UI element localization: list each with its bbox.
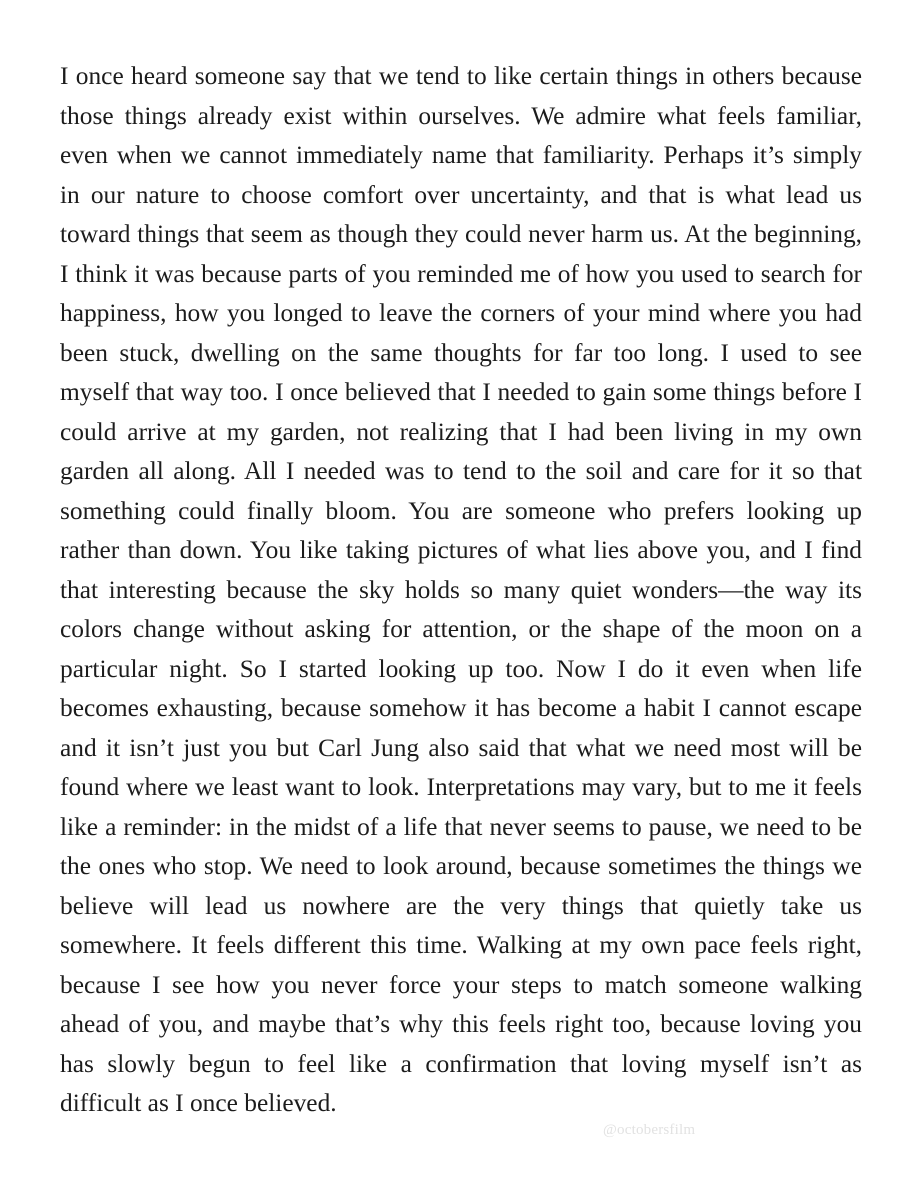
body-paragraph: I once heard someone say that we tend to like certain things in others because those things already exist within ourselves. We admire what feels familiar, even when we cannot immediately name that familiarity. Perhaps it’s simply in our nature to choose comfort over uncertainty, and that is what lead us toward things that seem as though they could never harm us. At the beginning, I think it was because parts of you reminded me of how you used to search for happiness, how you longed to leave the corners of your mind where you had been stuck, dwelling on the same thoughts for far too long. I used to see myself that way too. I once believed that I needed to gain some things before I could arrive at my garden, not realizing that I had been living in my own garden all along. All I needed was to tend to the soil and care for it so that something could finally bloom. You are someone who prefers looking up rather than down. You like taking pictures of what lies above you, and I find that interesting because the sky holds so many quiet wonders—the way its colors change without asking for attention, or the shape of the moon on a particular night. So I started looking up too. Now I do it even when life becomes exhausting, because somehow it has become a habit I cannot escape and it isn’t just you but Carl Jung also said that what we need most will be found where we least want to look. Interpretations may vary, but to me it feels like a reminder: in the midst of a life that never seems to pause, we need to be the ones who stop. We need to look around, because sometimes the things we believe will lead us nowhere are the very things that quietly take us somewhere. It feels different this time. Walking at my own pace feels right, because I see how you never force your steps to match someone walking ahead of you, and maybe that’s why this feels right too, because loving you has slowly begun to feel like a confirmation that loving myself isn’t as difficult as I once believed. — [60, 62, 862, 1117]
watermark: @octobersfilm — [603, 1122, 696, 1138]
